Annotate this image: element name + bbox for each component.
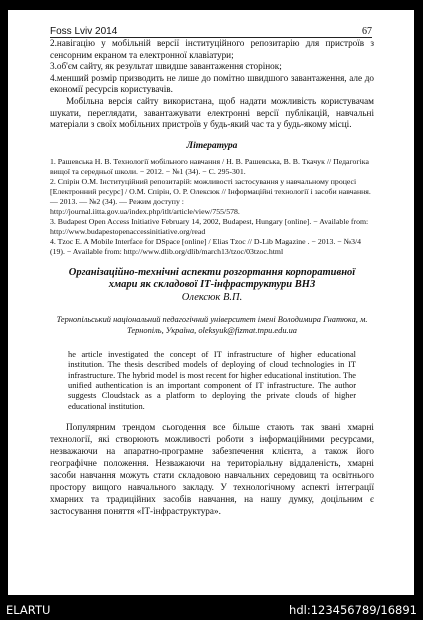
- literature-heading: Література: [186, 140, 238, 151]
- document-page: [8, 10, 414, 595]
- reference-item: 1. Рашевська Н. В. Технології мобільного навчання / Н. В. Рашевська, В. В. Ткачук // Педагогіка вищої та середньої школи. − 2012. − №1 (34). − С. 295-301.: [50, 156, 369, 176]
- article-abstract: he article investigated the concept of IT infrastructure of higher educational institution. The thesis described models of deploying of cloud technologies in IT infrastructure. The hybrid model is most recent for higher educational institution. The unified authentication is an important component of IT infrastructure. The author suggests Cloudstack as a platform to deploying the private clouds of higher educational institution.: [68, 349, 356, 411]
- reference-item: 2. Спірін О.М. Інституційний репозитарій: можливості застосування у навчальному процесі [Електронний ресурс] / О.М. Спірін, О. Р. Олексюк // Інформаційні технології і засоби навчання. — 2013. — №2 (34). — Режим доступу : http://journal.iitta.gov.ua/index.php/itlt/article/view/755/578.: [50, 176, 371, 216]
- list-item: 3.об'єм сайту, як результат швидше завантаження сторінок;: [50, 61, 282, 72]
- list-item: 4.менший розмір призводить не лише до помітно швидшого завантаження, але до економії ресурсів користувачів.: [50, 72, 374, 95]
- article-title: Організаційно-технічні аспекти розгортання корпоративної хмари як складової ІТ-інфраструктури ВНЗ: [68, 266, 356, 291]
- footer-repository-name: ELARTU: [6, 603, 51, 617]
- list-item: 2.навігацію у мобільній версії інституційного репозитарію для пристроїв з сенсорним екраном та електронної клавіатури;: [50, 38, 374, 60]
- author-affiliation: Тернопільський національний педагогічний університет імені Володимира Гнатюка, м. Тернопіль, Україна, oleksyuk@fizmat.tnpu.edu.ua: [56, 314, 368, 335]
- paragraph: Мобільна версія сайту використана, щоб надати можливість користувачам шукати, переглядати, завантажувати електронні версії публікацій, навчальні матеріали з своїх мобільних пристроїв у будь-який час та у будь-якому місці.: [50, 95, 374, 130]
- footer-handle: hdl:123456789/16891: [289, 603, 417, 617]
- article-author: Олексюк В.П.: [181, 291, 243, 303]
- article-body: Популярним трендом сьогодення все більше стають так звані хмарні технології, які створюють можливості роботи з інформаційними ресурсами, незважаючи на апаратно-програмне забезпечення клієнта, а також його географічне положення. Незважаючи на територіальну віддаленість, хмарні засоби навчання можуть стати складовою навчальних середовищ та освітнього простору вищого навчального закладу. У технологічному аспекті інтеграції хмарних та традиційних засобів навчання, на нашу думку, доцільним є застосування поняття «ІТ-інфраструктура».: [50, 422, 374, 516]
- reference-item: 3. Budapest Open Access Initiative February 14, 2002, Budapest, Hungary [online]. − Available from: http://www.budapestopenaccessinitiative.org/read: [50, 216, 369, 236]
- running-header: Foss Lviv 2014: [50, 26, 118, 37]
- reference-item: 4. Tzoc E. A Mobile Interface for DSpace [online] / Elias Tzoc // D-Lib Magazine . − 2013. − №3/4 (19). − Available from: http://www.dlib.org/dlib/march13/tzoc/03tzoc.html: [50, 236, 362, 256]
- page-number: 67: [362, 26, 372, 37]
- page-content: [50, 38, 374, 517]
